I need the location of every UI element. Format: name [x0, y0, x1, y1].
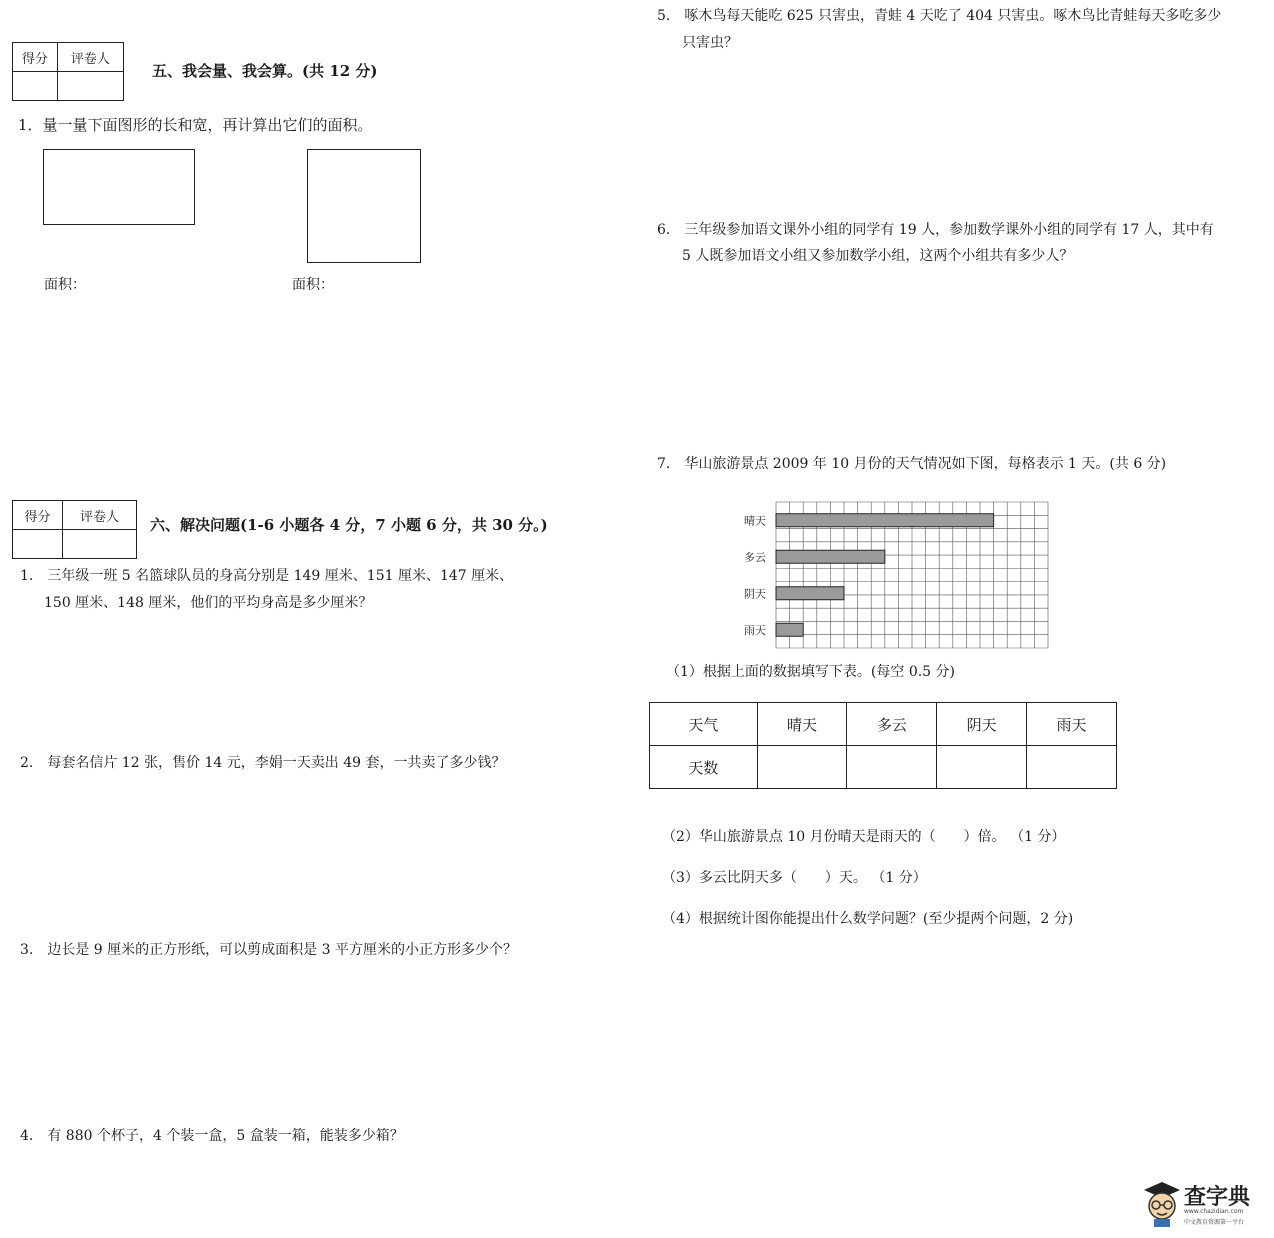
category-label: 晴天: [744, 514, 766, 528]
score-label: 得分: [13, 501, 63, 530]
score-box-section6: [12, 500, 137, 559]
mascot-icon: [1140, 1178, 1184, 1228]
question-5-line2: 只害虫？: [682, 35, 738, 51]
category-label: 雨天: [744, 623, 766, 637]
question-1-line1: 1. 三年级一班 5 名篮球队员的身高分别是 149 厘米、151 厘米、147 厘米、: [20, 568, 514, 584]
question-6-line2: 5 人既参加语文小组又参加数学小组，这两个小组共有多少人？: [682, 248, 1074, 264]
chazidian-logo: [1140, 1178, 1260, 1228]
question-7-part4: （4）根据统计图你能提出什么数学问题？(至少提两个问题，2 分): [662, 911, 1074, 927]
answer-cell-overcast[interactable]: [937, 746, 1027, 789]
question-7-part2: （2）华山旅游景点 10 月份晴天是雨天的（ ）倍。 （1 分）: [662, 829, 1066, 845]
grader-cell[interactable]: [62, 530, 136, 559]
area-label-2: 面积：: [292, 277, 334, 293]
question-4: 4. 有 880 个杯子，4 个装一盒，5 盒装一箱，能装多少箱？: [20, 1128, 404, 1144]
question-1-line2: 150 厘米、148 厘米，他们的平均身高是多少厘米？: [44, 595, 373, 611]
category-label: 多云: [744, 550, 766, 564]
answer-cell-rainy[interactable]: [1027, 746, 1117, 789]
answer-cell-cloudy[interactable]: [847, 746, 937, 789]
bar-3: [776, 623, 803, 636]
weather-table: [649, 702, 1117, 789]
score-cell[interactable]: [13, 72, 58, 101]
question-2: 2. 每套名信片 12 张，售价 14 元，李娟一天卖出 49 套，一共卖了多少钱？: [20, 755, 506, 771]
rectangle-figure: [43, 149, 195, 225]
question-7-part1: （1）根据上面的数据填写下表。(每空 0.5 分): [666, 664, 955, 680]
question-7: 7. 华山旅游景点 2009 年 10 月份的天气情况如下图，每格表示 1 天。(共 6 分): [657, 456, 1167, 472]
score-label: 得分: [13, 43, 58, 72]
chart-labels: [744, 513, 766, 637]
bar-1: [776, 550, 885, 563]
table-header-cloudy: 多云: [847, 703, 937, 746]
question-7-part3: （3）多云比阴天多（ ）天。 （1 分）: [662, 870, 927, 886]
question-6-line1: 6. 三年级参加语文课外小组的同学有 19 人，参加数学课外小组的同学有 17 人，其中有: [657, 222, 1214, 238]
table-header-sunny: 晴天: [757, 703, 847, 746]
section5-q1: 1．量一量下面图形的长和宽，再计算出它们的面积。: [18, 116, 373, 134]
question-3: 3. 边长是 9 厘米的正方形纸，可以剪成面积是 3 平方厘米的小正方形多少个？: [20, 942, 517, 958]
question-5-line1: 5. 啄木鸟每天能吃 625 只害虫，青蛙 4 天吃了 404 只害虫。啄木鸟比青蛙每天多吃多少: [657, 8, 1222, 24]
grader-cell[interactable]: [57, 72, 123, 101]
score-box-section5: [12, 42, 124, 101]
table-header-overcast: 阴天: [937, 703, 1027, 746]
square-figure: [307, 149, 421, 263]
logo-text: 查字典: [1184, 1185, 1251, 1210]
section5-title: 五、我会量、我会算。(共 12 分): [152, 62, 378, 80]
weather-bar-chart: [730, 498, 1054, 650]
bar-2: [776, 587, 844, 600]
category-label: 阴天: [744, 587, 766, 601]
table-header-rainy: 雨天: [1027, 703, 1117, 746]
bar-0: [776, 514, 994, 527]
answer-cell-sunny[interactable]: [757, 746, 847, 789]
table-header-weather: 天气: [650, 703, 758, 746]
logo-slogan: 中文教育资源第一平台: [1184, 1219, 1245, 1226]
logo-url: www.chazidian.com: [1184, 1208, 1244, 1215]
area-label-1: 面积：: [44, 277, 86, 293]
section6-title: 六、解决问题(1-6 小题各 4 分，7 小题 6 分，共 30 分。): [150, 516, 548, 534]
table-row-label: 天数: [650, 746, 758, 789]
grader-label: 评卷人: [62, 501, 136, 530]
score-cell[interactable]: [13, 530, 63, 559]
grader-label: 评卷人: [57, 43, 123, 72]
